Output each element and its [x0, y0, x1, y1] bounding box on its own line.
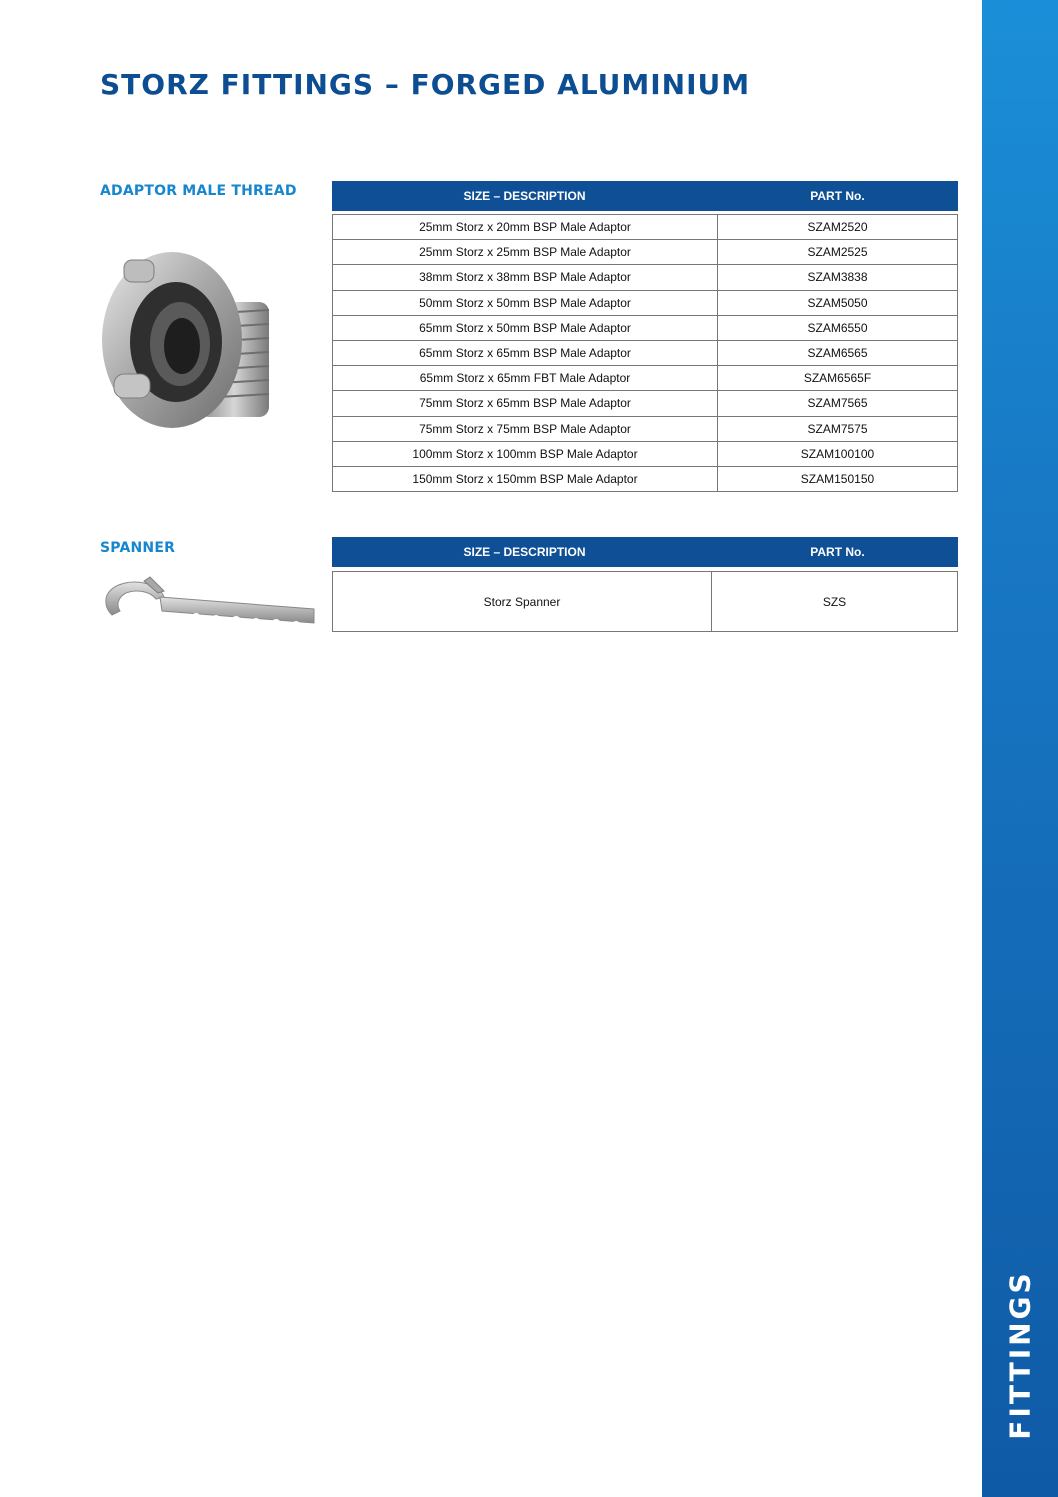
row-part-number: SZAM5050 — [718, 290, 958, 315]
table-row — [333, 441, 958, 466]
table-row — [333, 572, 958, 632]
row-part-number: SZS — [712, 572, 958, 632]
row-description: Storz Spanner — [333, 572, 712, 632]
table-row — [333, 466, 958, 491]
row-part-number: SZAM100100 — [718, 441, 958, 466]
storz-spanner-photo — [100, 575, 318, 627]
row-part-number: SZAM7575 — [718, 416, 958, 441]
table-row — [333, 391, 958, 416]
row-description: 65mm Storz x 65mm FBT Male Adaptor — [333, 366, 718, 391]
row-part-number: SZAM150150 — [718, 466, 958, 491]
row-description: 150mm Storz x 150mm BSP Male Adaptor — [333, 466, 718, 491]
row-part-number: SZAM3838 — [718, 265, 958, 290]
table-row — [333, 215, 958, 240]
column-header-description: SIZE – DESCRIPTION — [463, 545, 586, 559]
row-description: 75mm Storz x 75mm BSP Male Adaptor — [333, 416, 718, 441]
adaptor-table-header — [332, 181, 958, 211]
page-title: STORZ FITTINGS – FORGED ALUMINIUM — [100, 68, 751, 101]
table-row — [333, 265, 958, 290]
adaptor-table — [332, 214, 958, 492]
row-part-number: SZAM6565 — [718, 340, 958, 365]
side-tab-label: FITTINGS — [1003, 1270, 1037, 1440]
row-description: 100mm Storz x 100mm BSP Male Adaptor — [333, 441, 718, 466]
row-part-number: SZAM6565F — [718, 366, 958, 391]
row-part-number: SZAM6550 — [718, 315, 958, 340]
row-description: 25mm Storz x 20mm BSP Male Adaptor — [333, 215, 718, 240]
row-description: 65mm Storz x 65mm BSP Male Adaptor — [333, 340, 718, 365]
row-description: 50mm Storz x 50mm BSP Male Adaptor — [333, 290, 718, 315]
row-description: 75mm Storz x 65mm BSP Male Adaptor — [333, 391, 718, 416]
row-description: 65mm Storz x 50mm BSP Male Adaptor — [333, 315, 718, 340]
column-header-description: SIZE – DESCRIPTION — [463, 189, 586, 203]
table-row — [333, 416, 958, 441]
storz-adaptor-photo — [94, 232, 276, 456]
spanner-table — [332, 571, 958, 632]
row-part-number: SZAM2520 — [718, 215, 958, 240]
column-header-part: PART No. — [810, 545, 865, 559]
table-row — [333, 315, 958, 340]
row-description: 25mm Storz x 25mm BSP Male Adaptor — [333, 240, 718, 265]
table-row — [333, 366, 958, 391]
table-row — [333, 240, 958, 265]
table-row — [333, 290, 958, 315]
row-part-number: SZAM7565 — [718, 391, 958, 416]
column-header-part: PART No. — [810, 189, 865, 203]
row-part-number: SZAM2525 — [718, 240, 958, 265]
table-row — [333, 340, 958, 365]
row-description: 38mm Storz x 38mm BSP Male Adaptor — [333, 265, 718, 290]
adaptor-section-heading: ADAPTOR MALE THREAD — [100, 183, 297, 199]
spanner-section-heading: SPANNER — [100, 540, 176, 556]
spanner-table-header — [332, 537, 958, 567]
